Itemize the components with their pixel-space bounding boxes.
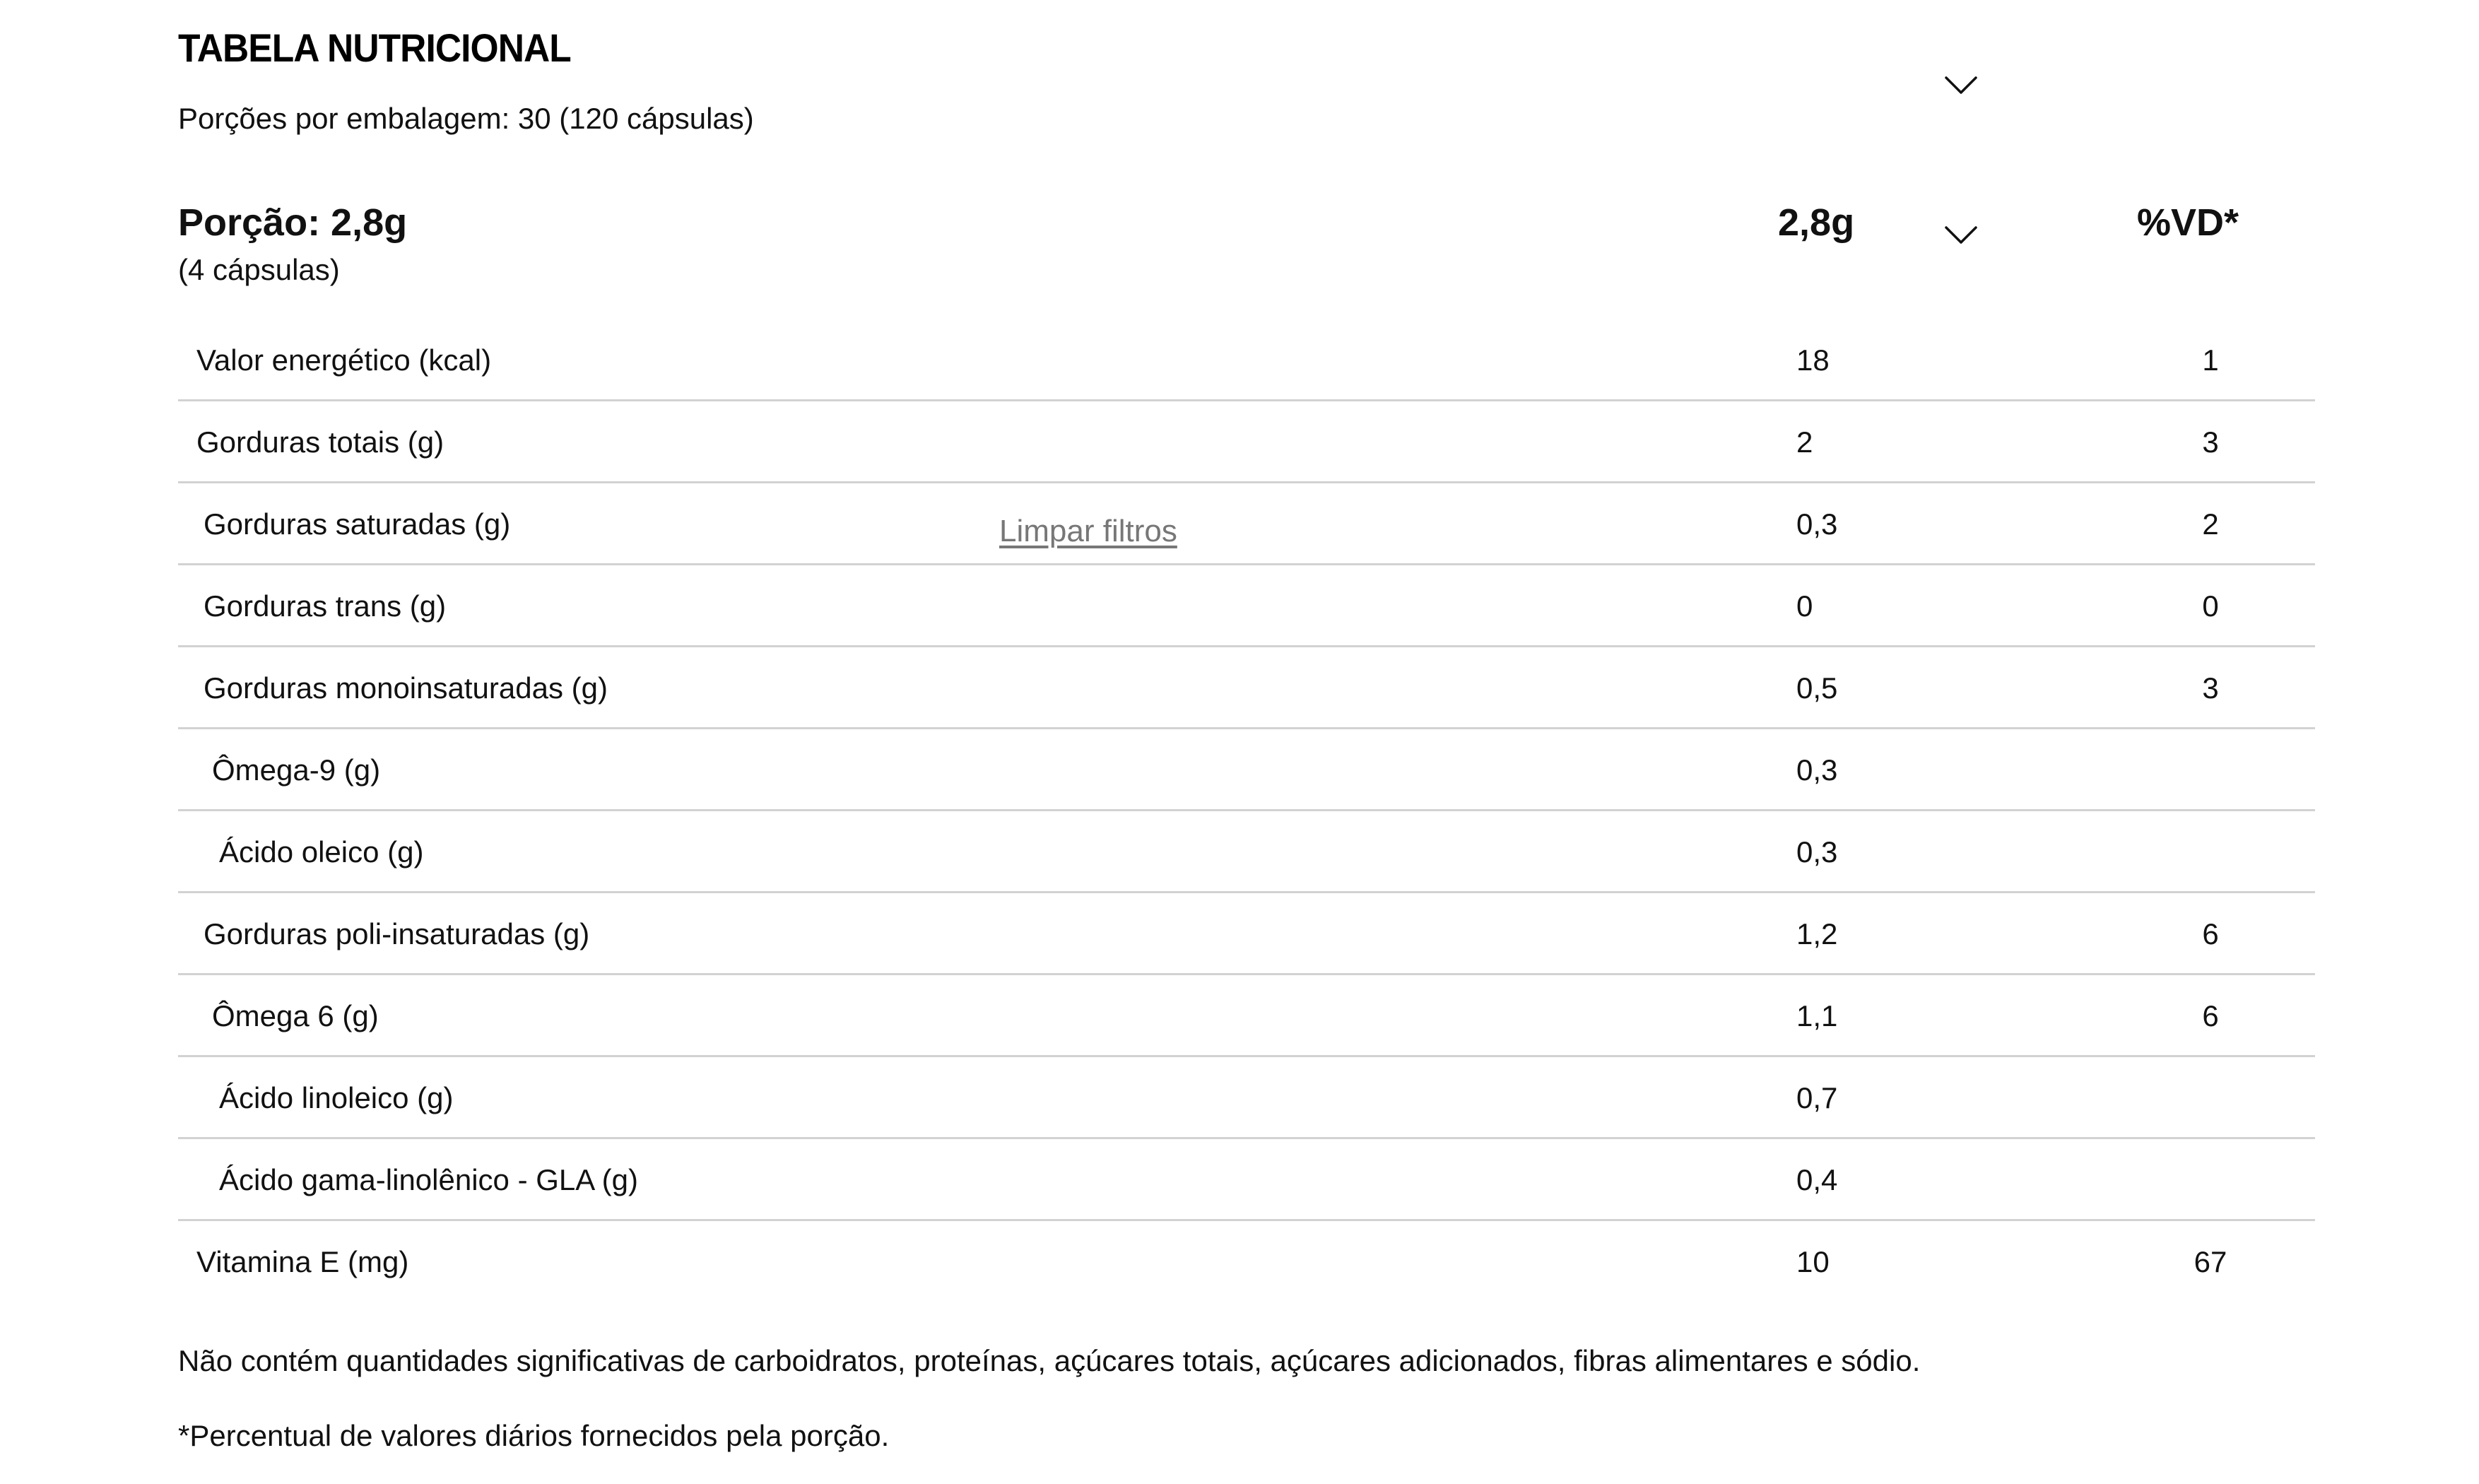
chevron-down-icon[interactable] [1945,226,1977,245]
nutrient-daily-value: 6 [2202,917,2219,950]
table-row [178,483,2315,565]
nutrient-amount: 0,7 [1796,1081,1838,1114]
table-row [178,1221,2315,1303]
table-row [178,1057,2315,1139]
nutrient-daily-value: 0 [2202,589,2219,623]
nutrient-daily-value [2182,1057,2239,1139]
nutrient-name: Gorduras totais (g) [196,425,444,459]
nutrient-name: Gorduras monoinsaturadas (g) [204,671,608,705]
nutrient-daily-value [2182,729,2239,811]
nutrient-name: Ômega 6 (g) [212,999,379,1032]
nutrient-amount: 18 [1796,343,1830,377]
nutrient-daily-value: 3 [2202,425,2219,459]
table-row [178,729,2315,811]
nutrient-amount: 0,5 [1796,671,1838,705]
page-title: TABELA NUTRICIONAL [178,25,571,70]
nutrient-amount: 0,4 [1796,1163,1838,1196]
table-row [178,975,2315,1057]
nutrient-name: Ácido gama-linolênico - GLA (g) [219,1163,638,1196]
servings-per-package: Porções por embalagem: 30 (120 cápsulas) [178,102,754,135]
nutrient-name: Gorduras saturadas (g) [204,507,511,541]
nutrient-amount: 0,3 [1796,835,1838,868]
nutrient-daily-value: 6 [2202,999,2219,1032]
clear-filters-link[interactable]: Limpar filtros [999,514,1177,548]
portion-capsules: (4 cápsulas) [178,253,340,286]
daily-value-column-header: %VD* [2137,201,2239,244]
daily-value-note: *Percentual de valores diários fornecidos pela porção. [178,1419,890,1452]
nutrient-name: Ácido oleico (g) [219,835,424,868]
table-row [178,401,2315,483]
amount-column-header: 2,8g [1778,201,1855,244]
nutrient-amount: 2 [1796,425,1813,459]
nutrient-daily-value: 1 [2202,343,2219,377]
table-row [178,893,2315,975]
nutrient-amount: 0 [1796,589,1813,623]
nutrition-table [178,319,2315,1303]
table-row [178,811,2315,893]
nutrient-daily-value [2182,811,2239,893]
nutrient-name: Vitamina E (mg) [196,1245,409,1278]
nutrient-amount: 1,2 [1796,917,1838,950]
table-row [178,647,2315,729]
nutrient-amount: 1,1 [1796,999,1838,1032]
portion-label: Porção: 2,8g [178,201,408,244]
table-row [178,319,2315,401]
nutrient-daily-value: 2 [2202,507,2219,541]
table-row [178,1139,2315,1221]
nutrient-daily-value: 3 [2202,671,2219,705]
nutrient-name: Ácido linoleico (g) [219,1081,454,1114]
nutrient-amount: 0,3 [1796,507,1838,541]
nutrient-name: Gorduras poli-insaturadas (g) [204,917,590,950]
nutrient-daily-value: 67 [2194,1245,2227,1278]
chevron-down-icon[interactable] [1945,76,1977,95]
nutrient-amount: 10 [1796,1245,1830,1278]
nutrient-daily-value [2182,1139,2239,1221]
nutrient-name: Valor energético (kcal) [196,343,492,377]
nutrient-name: Gorduras trans (g) [204,589,447,623]
nutrient-name: Ômega-9 (g) [212,753,381,787]
not-significant-note: Não contém quantidades significativas de carboidratos, proteínas, açúcares totais, açúcares adicionados, fibras alimentares e sódio. [178,1344,1921,1377]
table-row [178,565,2315,647]
nutrient-amount: 0,3 [1796,753,1838,787]
